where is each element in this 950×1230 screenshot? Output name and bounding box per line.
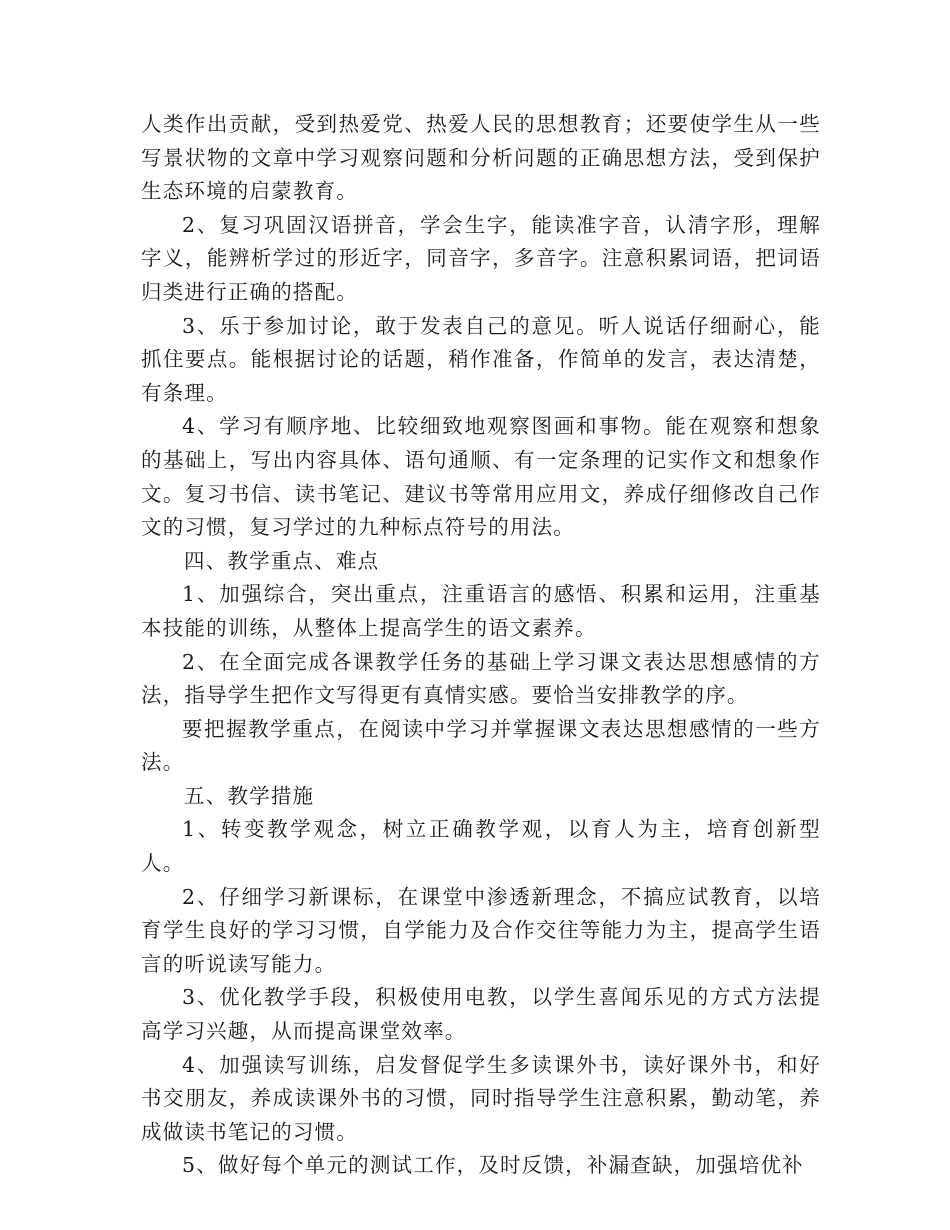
paragraph-measure-4: 4、加强读写训练，启发督促学生多读课外书，读好课外书，和好书交朋友，养成读课外书的习惯，同时指导学生注意积累，勤动笔，养成做读书笔记的习惯。 [141, 1052, 821, 1144]
paragraph-measure-1: 1、转变教学观念，树立正确教学观，以育人为主，培育创新型人。 [141, 817, 821, 876]
paragraph-measure-2: 2、仔细学习新课标，在课堂中渗透新理念，不搞应试教育，以培育学生良好的学习习惯，自学能力及合作交往等能力为主，提高学生语言的听说读写能力。 [141, 884, 821, 976]
paragraph-key-point-1: 1、加强综合，突出重点，注重语言的感悟、积累和运用，注重基本技能的训练，从整体上提高学生的语文素养。 [141, 582, 821, 640]
paragraph-key-point-2: 2、在全面完成各课教学任务的基础上学习课文表达思想感情的方法，指导学生把作文写得更有真情实感。要恰当安排教学的序。 [141, 649, 821, 708]
section-heading-key-points: 四、教学重点、难点 [184, 548, 380, 573]
paragraph-discussion: 3、乐于参加讨论，敢于发表自己的意见。听人说话仔细耐心，能抓住要点。能根据讨论的话题，稍作准备，作简单的发言，表达清楚，有条理。 [141, 313, 821, 405]
document-body [141, 108, 821, 1183]
section-heading-measures: 五、教学措施 [184, 783, 315, 808]
paragraph-intro-continuation: 人类作出贡献，受到热爱党、热爱人民的思想教育；还要使学生从一些写景状物的文章中学习观察问题和分析问题的正确思想方法，受到保护生态环境的启蒙教育。 [141, 112, 821, 204]
paragraph-pinyin-review: 2、复习巩固汉语拼音，学会生字，能读准字音，认清字形，理解字义，能辨析学过的形近字，同音字，多音字。注意积累词语，把词语归类进行正确的搭配。 [141, 212, 821, 304]
paragraph-measure-3: 3、优化教学手段，积极使用电教，以学生喜闻乐见的方式方法提高学习兴趣，从而提高课堂效率。 [141, 985, 821, 1044]
paragraph-measure-5: 5、做好每个单元的测试工作，及时反馈，补漏查缺，加强培优补 [182, 1153, 804, 1178]
paragraph-key-point-3: 要把握教学重点，在阅读中学习并掌握课文表达思想感情的一些方法。 [141, 716, 821, 775]
paragraph-observation-writing: 4、学习有顺序地、比较细致地观察图画和事物。能在观察和想象的基础上，写出内容具体、语句通顺、有一定条理的记实作文和想象作文。复习书信、读书笔记、建议书等常用应用文，养成仔细修改自己作文的习惯，复习学过的九种标点符号的用法。 [141, 414, 821, 540]
